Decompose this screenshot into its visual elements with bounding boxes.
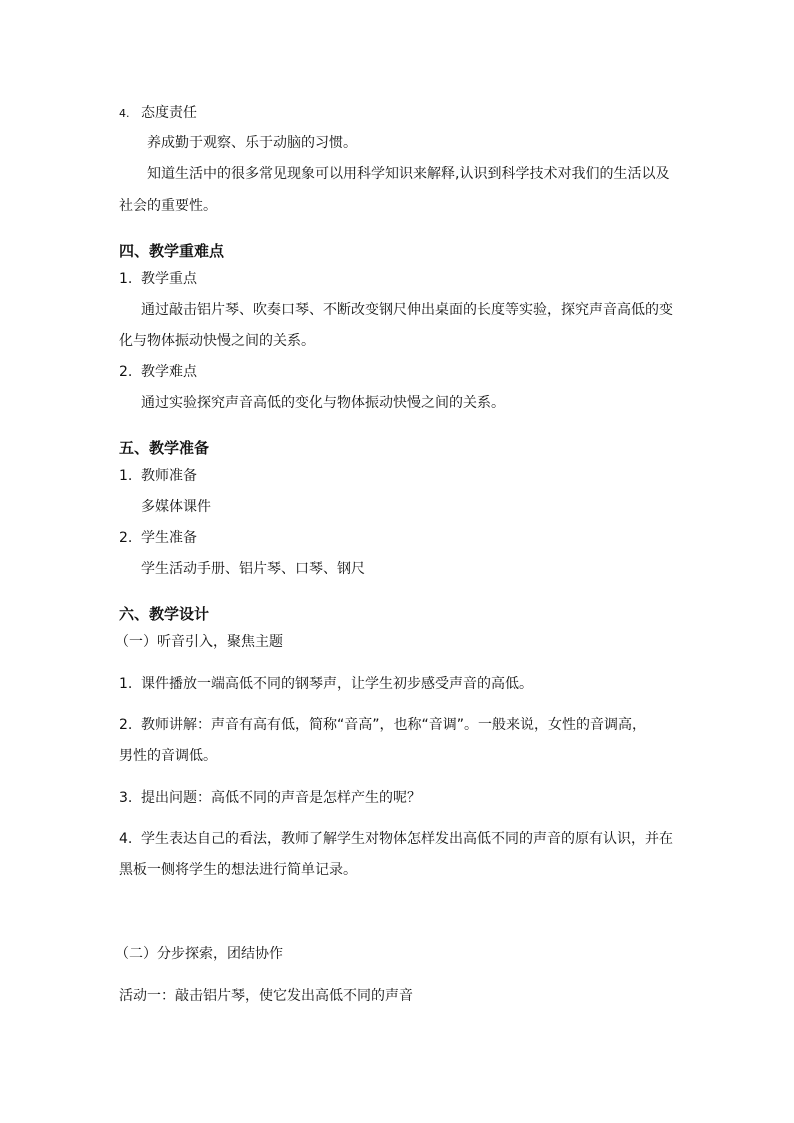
- list-item: [119, 104, 197, 123]
- item-text: 教师讲解：声音有高有低，简称“音高”，也称“音调”。一般来说，女性的音调高，: [141, 717, 647, 733]
- item-title: 教学难点: [141, 364, 197, 380]
- list-number: 1.: [119, 676, 133, 692]
- item-text: 课件播放一端高低不同的钢琴声，让学生初步感受声音的高低。: [141, 676, 533, 692]
- list-item: [119, 363, 197, 381]
- list-item: [119, 716, 646, 734]
- paragraph: 通过敲击铝片琴、吹奏口琴、不断改变钢尺伸出桌面的长度等实验，探究声音高低的变: [141, 302, 673, 318]
- list-number: 3.: [119, 790, 133, 806]
- list-item: [119, 467, 197, 485]
- section-heading: 五、教学准备: [119, 439, 210, 457]
- list-number: 4.: [119, 107, 130, 120]
- item-title: 学生准备: [141, 530, 197, 546]
- paragraph: 化与物体振动快慢之间的关系。: [119, 333, 315, 349]
- list-item: [119, 830, 673, 848]
- paragraph: 黑板一侧将学生的想法进行简单记录。: [119, 862, 357, 878]
- paragraph: 男性的音调低。: [119, 748, 217, 764]
- paragraph: 学生活动手册、铝片琴、口琴、钢尺: [141, 561, 365, 577]
- paragraph: 社会的重要性。: [119, 198, 217, 214]
- subsection-heading: （二）分步探索，团结协作: [115, 946, 283, 962]
- item-title: 教师准备: [141, 468, 197, 484]
- list-number: 2.: [119, 717, 133, 733]
- section-heading: 六、教学设计: [119, 605, 210, 623]
- list-item: [119, 270, 197, 288]
- item-text: 学生表达自己的看法，教师了解学生对物体怎样发出高低不同的声音的原有认识，并在: [141, 831, 673, 847]
- list-number: 2.: [119, 364, 133, 380]
- list-item: [119, 529, 197, 547]
- list-number: 2.: [119, 530, 133, 546]
- item-title: 态度责任: [141, 105, 197, 121]
- subsection-heading: （一）听音引入，聚焦主题: [115, 634, 283, 650]
- section-heading: 四、教学重难点: [119, 242, 225, 260]
- list-number: 1.: [119, 468, 133, 484]
- list-number: 4.: [119, 831, 133, 847]
- item-text: 提出问题：高低不同的声音是怎样产生的呢？: [141, 790, 421, 806]
- activity-title: 活动一：敲击铝片琴，使它发出高低不同的声音: [119, 988, 413, 1004]
- item-title: 教学重点: [141, 271, 197, 287]
- paragraph: 多媒体课件: [141, 499, 211, 515]
- list-number: 1.: [119, 271, 133, 287]
- paragraph: 通过实验探究声音高低的变化与物体振动快慢之间的关系。: [141, 395, 505, 411]
- paragraph: 养成勤于观察、乐于动脑的习惯。: [147, 135, 357, 151]
- list-item: [119, 789, 421, 807]
- list-item: [119, 675, 533, 693]
- paragraph: 知道生活中的很多常见现象可以用科学知识来解释,认识到科学技术对我们的生活以及: [147, 166, 670, 182]
